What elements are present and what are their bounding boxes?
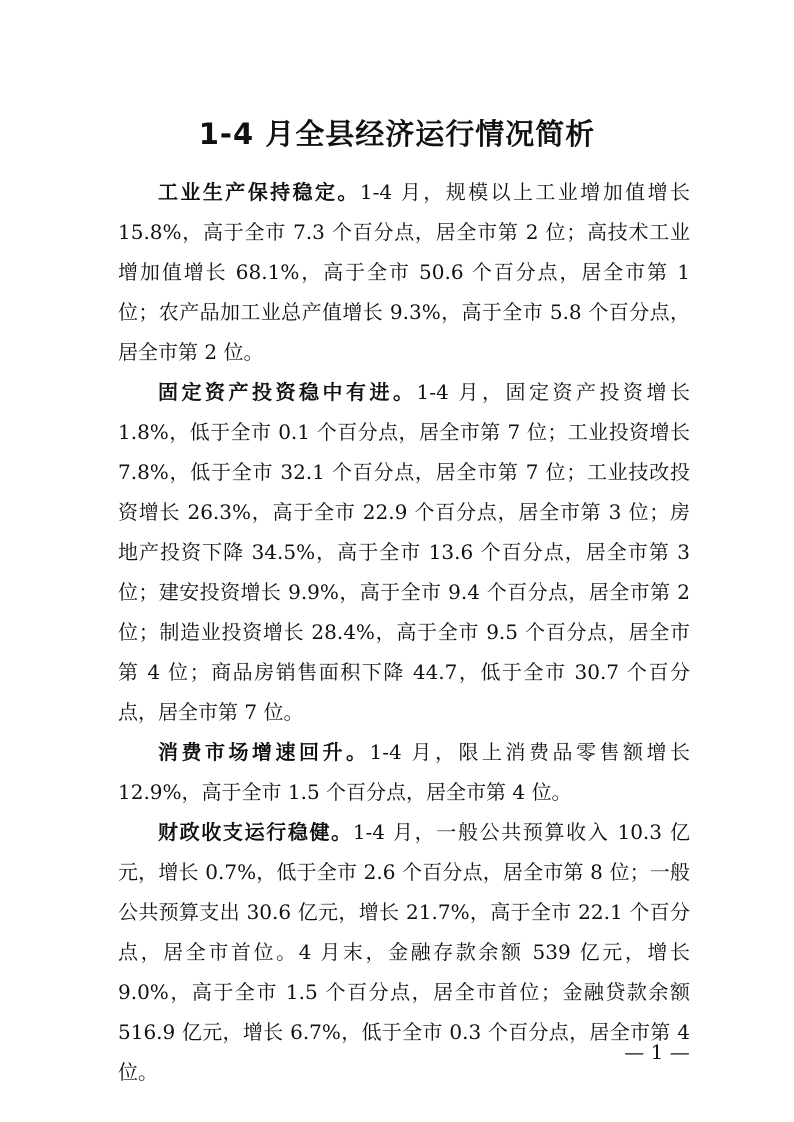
- page-number: — 1 —: [624, 1040, 690, 1064]
- paragraph-consumer-market: [118, 732, 690, 812]
- paragraph-text: 1-4 月，规模以上工业增加值增长 15.8%，高于全市 7.3 个百分点，居全市第 2 位；高技术工业增加值增长 68.1%，高于全市 50.6 个百分点，居全市第 1 位；农产品加工业总产值增长 9.3%，高于全市 5.8 个百分点，居全市第 2 位。: [118, 180, 690, 364]
- paragraph-fixed-asset-investment: [118, 372, 690, 732]
- paragraph-heading: 工业生产保持稳定。: [158, 180, 360, 204]
- paragraph-text: 1-4 月，限上消费品零售额增长 12.9%，高于全市 1.5 个百分点，居全市第 4 位。: [118, 740, 690, 804]
- paragraph-heading: 消费市场增速回升。: [158, 740, 370, 764]
- paragraph-heading: 财政收支运行稳健。: [158, 820, 353, 844]
- page-title: 1-4 月全县经济运行情况简析: [198, 117, 596, 151]
- paragraph-heading: 固定资产投资稳中有进。: [158, 380, 417, 404]
- paragraph-industrial-production: [118, 172, 690, 372]
- paragraph-text: 1-4 月，固定资产投资增长 1.8%，低于全市 0.1 个百分点，居全市第 7 位；工业投资增长 7.8%，低于全市 32.1 个百分点，居全市第 7 位；工业技改投资增长 26.3%，高于全市 22.9 个百分点，居全市第 3 位；房地产投资下降 34.5%，高于全市 13.6 个百分点，居全市第 3 位；建安投资增长 9.9%，高于全市 9.4 个百分点，居全市第 2 位；制造业投资增长 28.4%，高于全市 9.5 个百分点，居全市第 4 位；商品房销售面积下降 44.7，低于全市 30.7 个百分点，居全市第 7 位。: [118, 380, 690, 724]
- document-body: [118, 172, 690, 1092]
- paragraph-fiscal-revenue-expenditure: [118, 812, 690, 1092]
- paragraph-text: 1-4 月，一般公共预算收入 10.3 亿元，增长 0.7%，低于全市 2.6 个百分点，居全市第 8 位；一般公共预算支出 30.6 亿元，增长 21.7%，高于全市 22.1 个百分点，居全市首位。4 月末，金融存款余额 539 亿元，增长 9.0%，高于全市 1.5 个百分点，居全市首位；金融贷款余额 516.9 亿元，增长 6.7%，低于全市 0.3 个百分点，居全市第 4 位。: [118, 820, 691, 1084]
